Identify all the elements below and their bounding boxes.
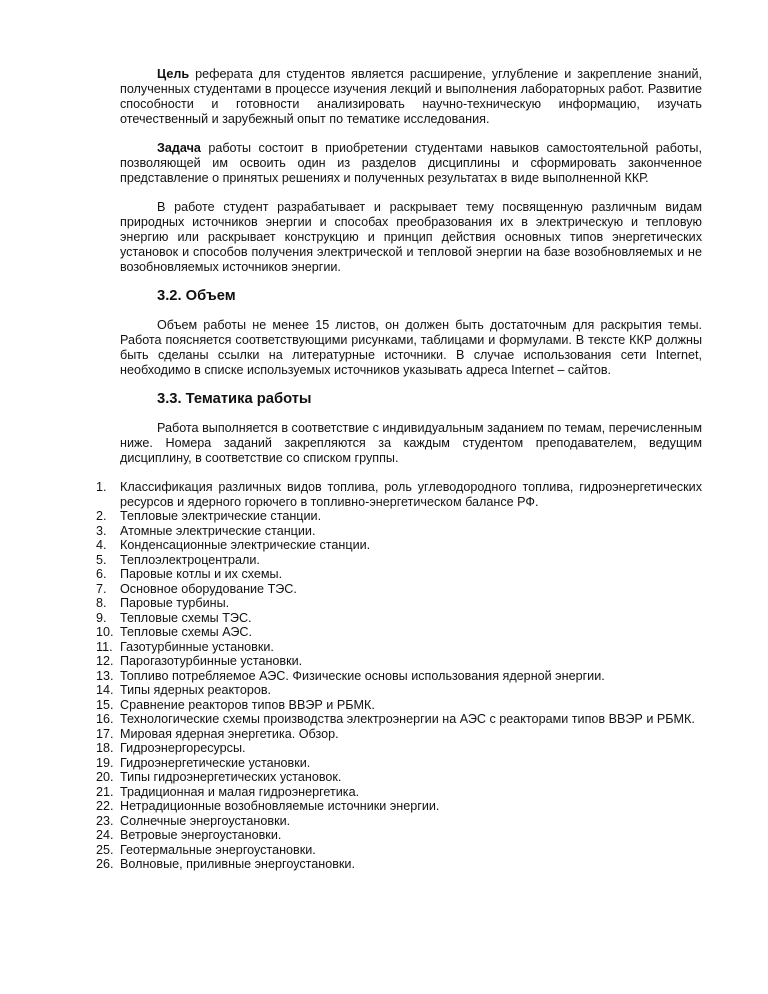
- topic-list-item: [96, 712, 702, 727]
- spacer: [120, 127, 702, 141]
- topic-number: 10.: [96, 625, 114, 639]
- topic-number: 4.: [96, 538, 107, 552]
- topic-number: 21.: [96, 784, 114, 799]
- topic-number: 25.: [96, 842, 114, 857]
- topic-text: Тепловые электрические станции.: [120, 509, 322, 523]
- topic-list-item: [96, 610, 702, 626]
- topic-text: Конденсационные электрические станции.: [120, 538, 371, 552]
- topic-text: Гидроэнергоресурсы.: [120, 741, 246, 755]
- topic-text: Мировая ядерная энергетика. Обзор.: [120, 726, 339, 741]
- topic-number: 1.: [96, 480, 107, 494]
- goal-label: Цель: [157, 67, 190, 81]
- topics-intro-paragraph: Работа выполняется в соответствие с индивидуальным заданием по темам, перечисленным ниже. Номера заданий закрепляются за каждым студентом преподавателем, ведущим дисциплину, в соответствие со списком группы.: [120, 421, 702, 465]
- topic-number: 5.: [96, 552, 107, 567]
- goal-text: реферата для студентов является расширение, углубление и закрепление знаний, полученных студентами в процессе изучения лекций и выполнения лабораторных работ. Развитие способности и готовности анализировать научно-техническую информацию, изучать отечественный и зарубежный опыт по тематике исследования.: [120, 67, 702, 126]
- topic-number: 15.: [96, 697, 114, 712]
- volume-paragraph: Объем работы не менее 15 листов, он должен быть достаточным для раскрытия темы. Работа поясняется соответствующими рисунками, таблицами и формулами. В тексте ККР должны быть сделаны ссылки на литературные источники. В случае использования сети Internet, необходимо в списке используемых источников указывать адреса Internet – сайтов.: [120, 318, 702, 377]
- document-page: [96, 67, 702, 872]
- topic-number: 18.: [96, 741, 114, 755]
- topic-list-item: [96, 581, 702, 597]
- topic-number: 6.: [96, 567, 107, 581]
- spacer: [120, 466, 702, 480]
- topic-list-item: [96, 552, 702, 568]
- topic-list-item: [96, 770, 702, 785]
- topic-number: 13.: [96, 668, 114, 683]
- topic-text: Атомные электрические станции.: [120, 523, 316, 538]
- goal-paragraph: [120, 67, 702, 127]
- spacer: [120, 186, 702, 200]
- topic-text: Классификация различных видов топлива, роль углеводородного топлива, гидроэнергетических ресурсов и ядерного горючего в топливно-энергетическом балансе РФ.: [120, 480, 702, 509]
- topic-text: Основное оборудование ТЭС.: [120, 581, 297, 596]
- topic-text: Гидроэнергетические установки.: [120, 755, 311, 770]
- topic-list-item: [96, 538, 702, 553]
- topic-list-item: [96, 842, 702, 858]
- spacer: [120, 378, 702, 392]
- topic-list-item: [96, 596, 702, 611]
- topic-list-item: [96, 813, 702, 829]
- topic-text: Типы ядерных реакторов.: [120, 683, 272, 697]
- topic-list-item: [96, 668, 702, 684]
- topic-list-item: [96, 799, 702, 814]
- topic-list-item: [96, 625, 702, 640]
- topic-number: 9.: [96, 610, 107, 625]
- topic-list-item: [96, 523, 702, 539]
- topic-text: Паровые турбины.: [120, 596, 230, 610]
- topic-number: 7.: [96, 581, 107, 596]
- topic-text: Топливо потребляемое АЭС. Физические основы использования ядерной энергии.: [120, 668, 605, 683]
- topic-text: Паровые котлы и их схемы.: [120, 567, 283, 581]
- topic-text: Нетрадиционные возобновляемые источники энергии.: [120, 799, 440, 813]
- spacer: [120, 407, 702, 421]
- topic-list-item: [96, 784, 702, 800]
- task-label: Задача: [157, 141, 201, 155]
- topic-number: 17.: [96, 726, 114, 741]
- topic-list: [96, 480, 702, 872]
- topic-text: Тепловые схемы АЭС.: [120, 625, 252, 639]
- task-paragraph: [120, 141, 702, 186]
- spacer: [120, 275, 702, 289]
- topic-text: Геотермальные энергоустановки.: [120, 842, 316, 857]
- topic-list-item: [96, 567, 702, 582]
- topic-text: Теплоэлектроцентрали.: [120, 552, 260, 567]
- topic-number: 14.: [96, 683, 114, 697]
- topic-text: Парогазотурбинные установки.: [120, 654, 303, 668]
- topic-list-item: [96, 480, 702, 509]
- topic-number: 24.: [96, 828, 114, 842]
- topic-list-item: [96, 741, 702, 756]
- topic-text: Типы гидроэнергетических установок.: [120, 770, 342, 784]
- topic-number: 2.: [96, 509, 107, 523]
- topic-list-item: [96, 857, 702, 872]
- topic-text: Ветровые энергоустановки.: [120, 828, 282, 842]
- topic-text: Традиционная и малая гидроэнергетика.: [120, 784, 360, 799]
- topic-number: 12.: [96, 654, 114, 668]
- topic-number: 23.: [96, 813, 114, 828]
- topic-text: Волновые, приливные энергоустановки.: [120, 857, 355, 871]
- topic-number: 8.: [96, 596, 107, 610]
- topic-text: Технологические схемы производства электроэнергии на АЭС с реакторами типов ВВЭР и РБМК.: [120, 712, 695, 726]
- topic-number: 26.: [96, 857, 114, 871]
- spacer: [120, 304, 702, 318]
- section-volume-heading: 3.2. Объем: [157, 288, 236, 304]
- topic-list-item: [96, 509, 702, 524]
- topic-number: 20.: [96, 770, 114, 784]
- description-paragraph: В работе студент разрабатывает и раскрывает тему посвященную различным видам природных источников энергии и способах преобразования их в электрическую и тепловую энергию или раскрывает конструкцию и принцип действия основных типов энергетических установок и способов получения электрической и тепловой энергии на базе возобновляемых и не возобновляемых источников энергии.: [120, 200, 702, 274]
- topic-list-item: [96, 697, 702, 713]
- topic-number: 19.: [96, 755, 114, 770]
- topic-number: 3.: [96, 523, 107, 538]
- topic-number: 11.: [96, 639, 113, 654]
- topic-text: Сравнение реакторов типов ВВЭР и РБМК.: [120, 697, 375, 712]
- topic-list-item: [96, 726, 702, 742]
- task-text: работы состоит в приобретении студентами навыков самостоятельной работы, позволяющей им освоить один из разделов дисциплины и сформировать законченное представление о принятых решениях и полученных результатах в виде выполненной ККР.: [120, 141, 702, 185]
- topic-list-item: [96, 639, 702, 655]
- topic-list-item: [96, 683, 702, 698]
- topic-number: 22.: [96, 799, 114, 813]
- topic-list-item: [96, 755, 702, 771]
- section-topics-heading: 3.3. Тематика работы: [157, 391, 312, 407]
- topic-text: Газотурбинные установки.: [120, 639, 274, 654]
- topic-text: Тепловые схемы ТЭС.: [120, 610, 252, 625]
- topic-number: 16.: [96, 712, 114, 726]
- topic-text: Солнечные энергоустановки.: [120, 813, 291, 828]
- topic-list-item: [96, 654, 702, 669]
- topic-list-item: [96, 828, 702, 843]
